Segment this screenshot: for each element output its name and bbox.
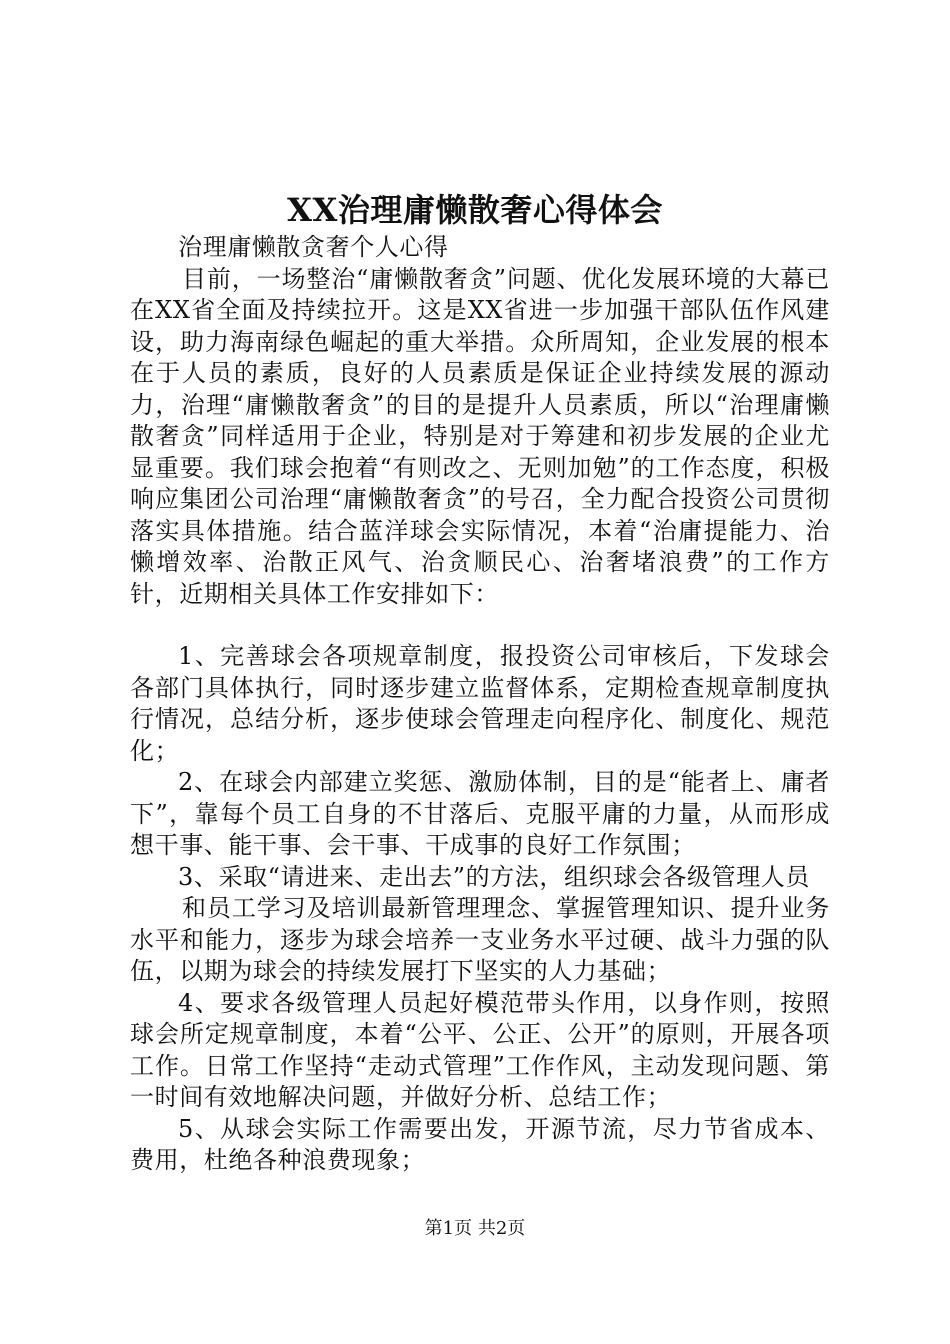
item-paragraph-4: 4、要求各级管理人员起好模范带头作用，以身作则，按照球会所定规章制度，本着“公平、公正、公开”的原则，开展各项工作。日常工作坚持“走动式管理”工作作风，主动发现问题、第一时间有效地解决问题，并做好分析、总结工作； xyxy=(130,988,830,1111)
item-paragraph-3-continued: 和员工学习及培训最新管理理念、掌握管理知识、提升业务水平和能力，逐步为球会培养一支业务水平过硬、战斗力强的队伍，以期为球会的持续发展打下坚实的人力基础； xyxy=(130,894,830,985)
item-paragraph-3: 3、采取“请进来、走出去”的方法，组织球会各级管理人员 xyxy=(178,862,811,891)
document-subtitle: 治理庸懒散贪奢个人心得 xyxy=(178,233,449,261)
item-paragraph-5: 5、从球会实际工作需要出发，开源节流，尽力节省成本、费用，杜绝各种浪费现象； xyxy=(130,1114,830,1174)
item-paragraph-1: 1、完善球会各项规章制度，报投资公司审核后，下发球会各部门具体执行，同时逐步建立监督体系，定期检查规章制度执行情况，总结分析，逐步使球会管理走向程序化、制度化、规范化； xyxy=(130,642,830,765)
document-title: XX治理庸懒散奢心得体会 xyxy=(287,191,663,229)
document-body xyxy=(130,232,830,1177)
page-number: 第1页 共2页 xyxy=(424,1218,526,1239)
intro-paragraph: 目前，一场整治“庸懒散奢贪”问题、优化发展环境的大幕已在XX省全面及持续拉开。这是XX省进一步加强干部队伍作风建设，助力海南绿色崛起的重大举措。众所周知，企业发展的根本在于人员的素质，良好的人员素质是保证企业持续发展的源动力，治理“庸懒散奢贪”的目的是提升人员素质，所以“治理庸懒散奢贪”同样适用于企业，特别是对于筹建和初步发展的企业尤显重要。我们球会抱着“有则改之、无则加勉”的工作态度，积极响应集团公司治理“庸懒散奢贪”的号召，全力配合投资公司贯彻落实具体措施。结合蓝洋球会实际情况，本着“治庸提能力、治懒增效率、治散正风气、治贪顺民心、治奢堵浪费”的工作方针，近期相关具体工作安排如下： xyxy=(130,264,830,608)
paragraph-gap xyxy=(130,610,830,641)
item-paragraph-2: 2、在球会内部建立奖惩、激励体制，目的是“能者上、庸者下”，靠每个员工自身的不甘落后、克服平庸的力量，从而形成想干事、能干事、会干事、干成事的良好工作氛围； xyxy=(130,768,830,859)
